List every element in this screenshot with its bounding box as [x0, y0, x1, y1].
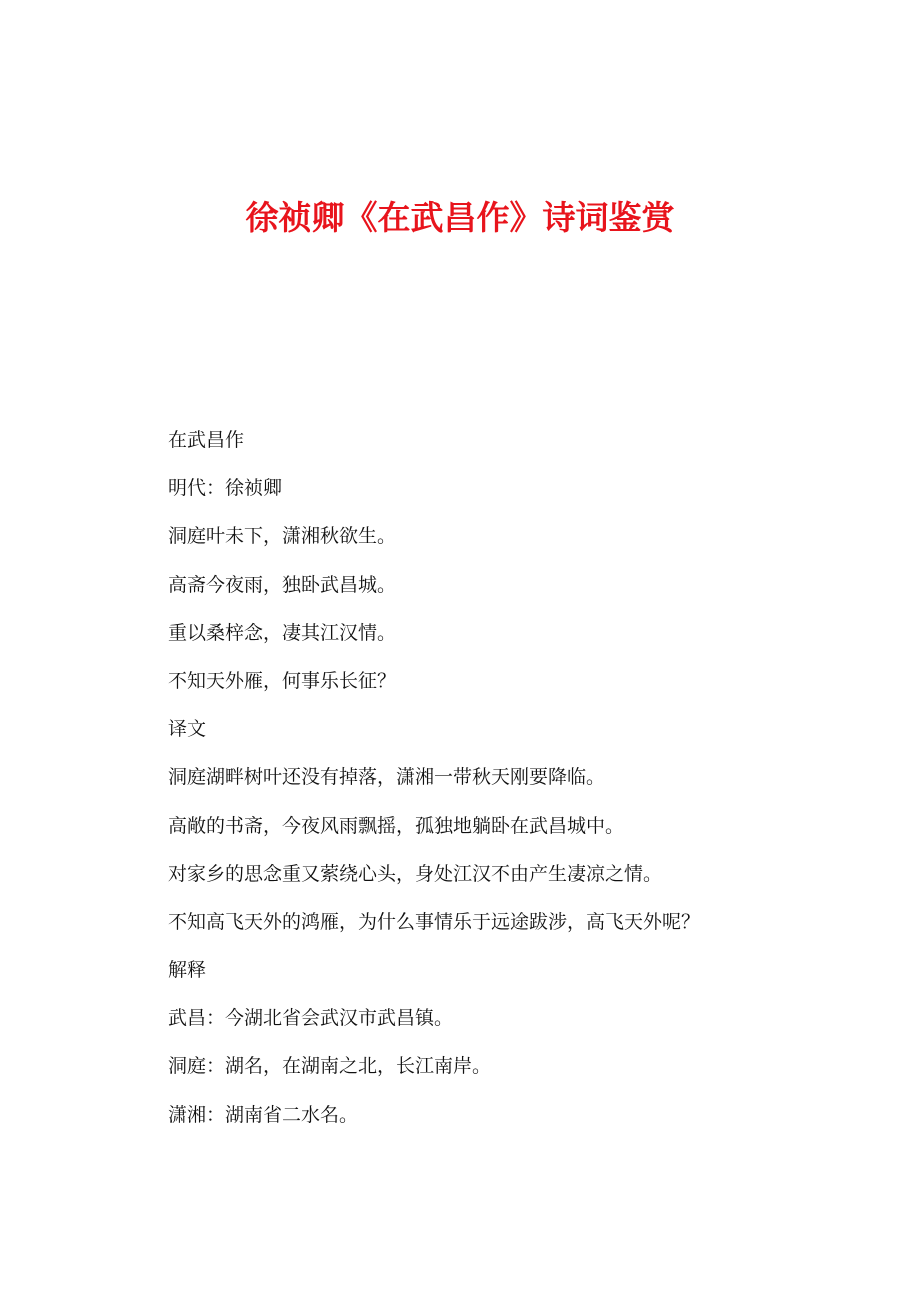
note-line: 潇湘：湖南省二水名。 [168, 1103, 359, 1126]
translation-line: 不知高飞天外的鸿雁，为什么事情乐于远途跋涉，高飞天外呢？ [168, 910, 701, 933]
note-line: 洞庭：湖名，在湖南之北，长江南岸。 [168, 1055, 492, 1078]
poem-title: 在武昌作 [168, 429, 245, 451]
section-heading-notes: 解释 [168, 959, 207, 982]
body-text [168, 420, 868, 1143]
translation-line: 对家乡的思念重又萦绕心头，身处江汉不由产生凄凉之情。 [168, 862, 663, 885]
note-line: 武昌：今湖北省会武汉市武昌镇。 [168, 1007, 454, 1030]
poem-line: 重以桑梓念，凄其江汉情。 [168, 621, 397, 644]
translation-line: 洞庭湖畔树叶还没有掉落，潇湘一带秋天刚要降临。 [168, 766, 606, 789]
poem-line: 洞庭叶未下，潇湘秋欲生。 [168, 525, 397, 548]
poem-line: 高斋今夜雨，独卧武昌城。 [168, 573, 397, 596]
section-heading-translation: 译文 [168, 718, 207, 741]
poem-line: 不知天外雁，何事乐长征？ [168, 669, 397, 692]
page-title: 徐祯卿《在武昌作》诗词鉴赏 [245, 198, 675, 237]
translation-line: 高敞的书斋，今夜风雨飘摇，孤独地躺卧在武昌城中。 [168, 814, 625, 837]
poem-author: 明代：徐祯卿 [168, 477, 283, 500]
